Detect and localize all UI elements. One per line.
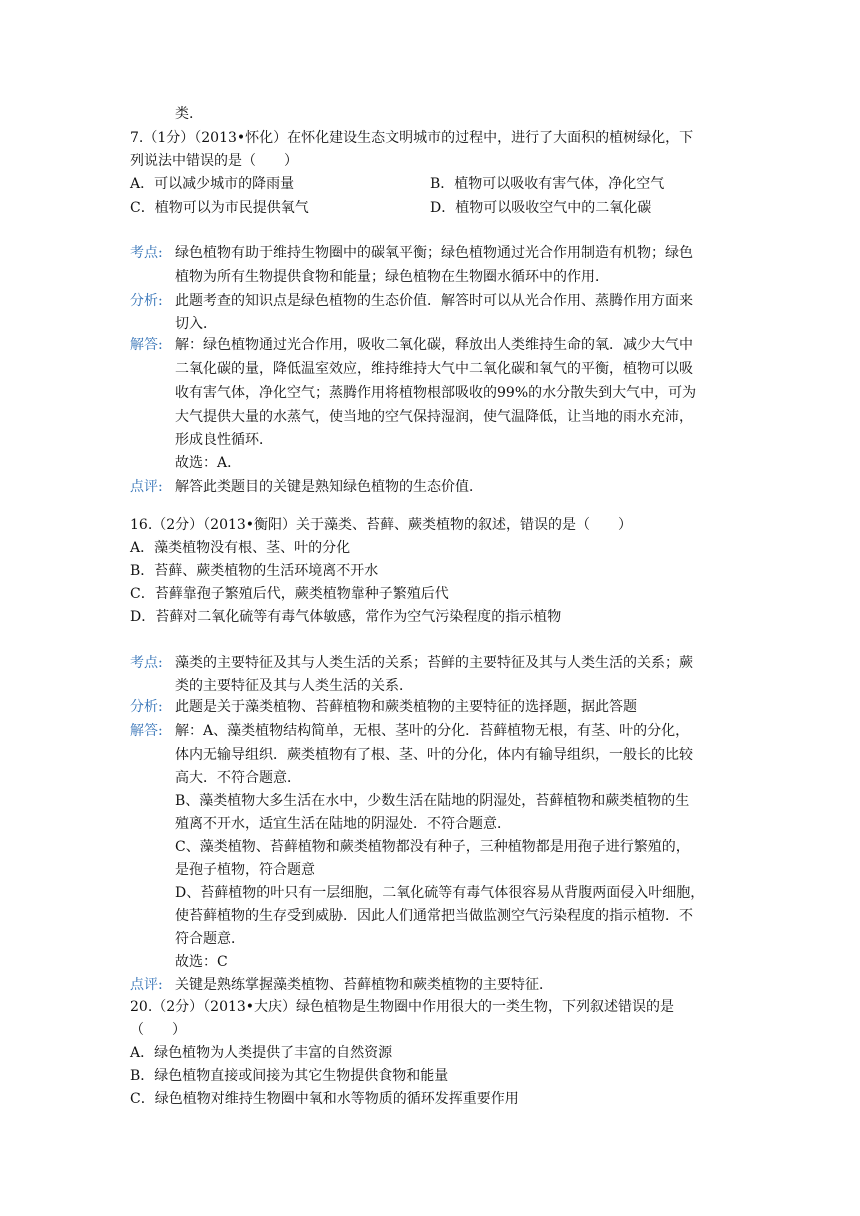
q16-dianping-label: 点评: <box>130 977 163 993</box>
q7-kaodian-line2: 植物为所有生物提供食物和能量；绿色植物在生物圈水循环中的作用． <box>175 269 609 285</box>
q16-dianping-text: 关键是熟练掌握藻类植物、苔藓植物和蕨类植物的主要特征． <box>175 977 553 993</box>
q16-jieda-line: 是孢子植物，符合题意 <box>175 862 315 878</box>
q7-jieda-line: 收有害气体，净化空气；蒸腾作用将植物根部吸收的99%的水分散失到大气中，可为 <box>175 385 697 401</box>
q20-option-a: A．绿色植物为人类提供了丰富的自然资源 <box>130 1045 393 1061</box>
q7-fenxi-line1: 此题考查的知识点是绿色植物的生态价值．解答时可以从光合作用、蒸腾作用方面来 <box>175 293 693 309</box>
q16-jieda-line: 解：A、藻类植物结构简单，无根、茎叶的分化．苔藓植物无根，有茎、叶的分化， <box>175 723 690 739</box>
q7-option-a: A．可以减少城市的降雨量 <box>130 176 295 192</box>
q7-dianping-label: 点评: <box>130 479 163 495</box>
q16-kaodian-label: 考点: <box>130 655 163 671</box>
q7-jieda-line: 解：绿色植物通过光合作用，吸收二氧化碳，释放出人类维持生命的氧．减少大气中 <box>175 337 693 353</box>
q20-option-b: B．绿色植物直接或间接为其它生物提供食物和能量 <box>130 1068 449 1084</box>
q16-jieda-line: 使苔藓植物的生存受到威胁．因此人们通常把当做监测空气污染程度的指示植物．不 <box>175 908 693 924</box>
q16-jieda-line: 体内无输导组织．蕨类植物有了根、茎、叶的分化，体内有输导组织，一般长的比较 <box>175 747 693 763</box>
q7-kaodian-label: 考点: <box>130 245 163 261</box>
q7-fenxi-label: 分析: <box>130 293 163 309</box>
q7-jieda-line: 形成良性循环． <box>175 432 273 448</box>
q16-jieda-line: 高大．不符合题意． <box>175 770 301 786</box>
q16-jieda-label: 解答: <box>130 723 163 739</box>
q7-option-c: C．植物可以为市民提供氧气 <box>130 200 309 216</box>
q16-answer-line: 故选：C <box>175 954 228 970</box>
q7-stem-line2: 列说法中错误的是（ ） <box>130 153 298 169</box>
q7-fenxi-line2: 切入． <box>175 316 217 332</box>
continued-text-fragment: 类. <box>175 106 194 122</box>
q16-option-b: B．苔藓、蕨类植物的生活环境离不开水 <box>130 563 379 579</box>
q20-stem-line2: （ ） <box>130 1022 186 1038</box>
q16-fenxi-label: 分析: <box>130 699 163 715</box>
q7-jieda-line: 大气提供大量的水蒸气，使当地的空气保持湿润，使气温降低，让当地的雨水充沛， <box>175 409 693 425</box>
q7-answer-line: 故选：A． <box>175 455 242 471</box>
q7-jieda-line: 二氧化碳的量，降低温室效应，维持维持大气中二氧化碳和氧气的平衡，植物可以吸 <box>175 361 693 377</box>
q16-jieda-line: D、苔藓植物的叶只有一层细胞，二氧化硫等有毒气体很容易从背腹两面侵入叶细胞， <box>175 885 705 901</box>
q16-kaodian-line1: 藻类的主要特征及其与人类生活的关系；苔鲜的主要特征及其与人类生活的关系；蕨 <box>175 655 693 671</box>
q16-fenxi-line1: 此题是关于藻类植物、苔藓植物和蕨类植物的主要特征的选择题，据此答题 <box>175 699 637 715</box>
q16-jieda-line: 殖离不开水，适宜生活在陆地的阴湿处．不符合题意． <box>175 816 511 832</box>
q16-option-c: C．苔藓靠孢子繁殖后代，蕨类植物靠种子繁殖后代 <box>130 586 449 602</box>
q7-jieda-label: 解答: <box>130 337 163 353</box>
q7-dianping-text: 解答此类题目的关键是熟知绿色植物的生态价值． <box>175 479 483 495</box>
q7-option-b: B．植物可以吸收有害气体，净化空气 <box>430 176 665 192</box>
q16-kaodian-line2: 类的主要特征及其与人类生活的关系． <box>175 678 413 694</box>
q16-option-a: A．藻类植物没有根、茎、叶的分化 <box>130 540 351 556</box>
q7-stem-line1: 7.（1分）（2013•怀化）在怀化建设生态文明城市的过程中，进行了大面积的植树绿化，下 <box>130 130 694 146</box>
q16-option-d: D．苔藓对二氧化硫等有毒气体敏感，常作为空气污染程度的指示植物 <box>130 609 562 625</box>
q20-stem-line1: 20.（2分）（2013•大庆）绿色植物是生物圈中作用很大的一类生物，下列叙述错误的是 <box>130 999 675 1015</box>
q7-option-d: D．植物可以吸收空气中的二氧化碳 <box>430 200 652 216</box>
q16-jieda-line: 符合题意． <box>175 931 245 947</box>
q16-jieda-line: B、藻类植物大多生活在水中，少数生活在陆地的阴湿处，苔藓植物和蕨类植物的生 <box>175 793 690 809</box>
q16-stem: 16.（2分）（2013•衡阳）关于藻类、苔藓、蕨类植物的叙述，错误的是（ ） <box>130 517 633 533</box>
q20-option-c: C．绿色植物对维持生物圈中氧和水等物质的循环发挥重要作用 <box>130 1091 519 1107</box>
q7-kaodian-line1: 绿色植物有助于维持生物圈中的碳氧平衡；绿色植物通过光合作用制造有机物；绿色 <box>175 245 693 261</box>
q16-jieda-line: C、藻类植物、苔藓植物和蕨类植物都没有种子，三种植物都是用孢子进行繁殖的， <box>175 839 690 855</box>
